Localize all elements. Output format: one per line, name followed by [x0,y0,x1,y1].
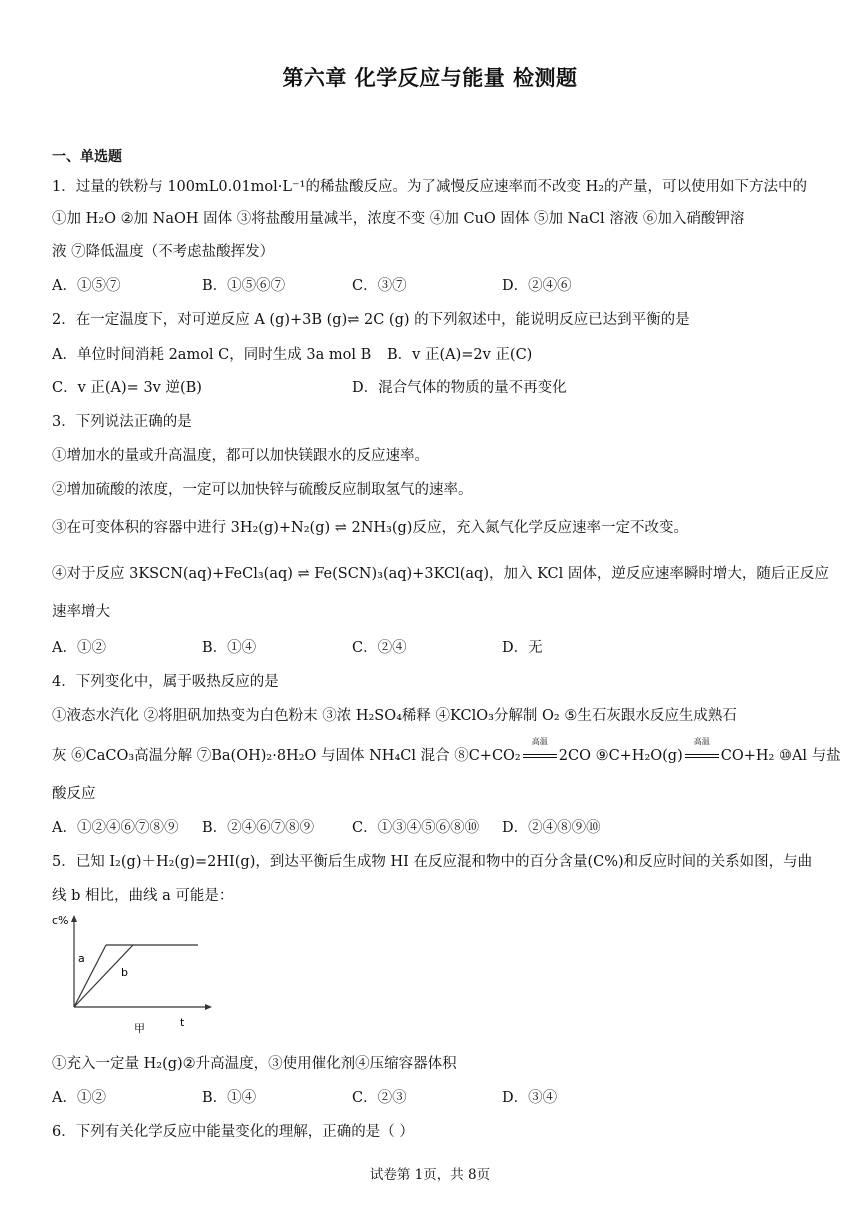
q3-statement-3: ③在可变体积的容器中进行 3H₂(g)+N₂(g) ⇌ 2NH₃(g)反应，充入氮气化学反应速率一定不改变。 [52,520,688,536]
curve-a-label: a [78,952,85,965]
q3-statement-4-cont: 速率增大 [52,604,110,620]
q2-option-c[interactable]: C．v 正(A)= 3v 逆(B) [52,380,202,396]
q5-stem: 5．已知 I₂(g)＋H₂(g)=2HI(g)，到达平衡后生成物 HI 在反应混和物中的百分含量(C%)和反应时间的关系如图，与曲 [52,854,813,870]
q2-option-b[interactable]: B．v 正(A)=2v 正(C) [387,347,533,363]
page-footer: 试卷第 1页，共 8页 [369,1167,491,1183]
q4-line2 [52,737,841,765]
q3-statement-2: ②增加硫酸的浓度，一定可以加快锌与硫酸反应制取氢气的速率。 [52,482,473,498]
q4-arrow-1 [521,737,559,764]
graph-y-arrow [71,915,77,922]
q5-option-b[interactable]: B．①④ [202,1090,257,1106]
q1-stem: 1．过量的铁粉与 100mL0.01mol·L⁻¹的稀盐酸反应。为了减慢反应速率而不改变 H₂的产量，可以使用如下方法中的 [52,179,808,195]
q1-line2: ①加 H₂O ②加 NaOH 固体 ③将盐酸用量减半，浓度不变 ④加 CuO 固体 ⑤加 NaCl 溶液 ⑥加入硝酸钾溶 [52,211,745,227]
graph-caption: 甲 [134,1022,145,1035]
q4-line1: ①液态水汽化 ②将胆矾加热变为白色粉末 ③浓 H₂SO₄稀释 ④KClO₃分解制 O₂ ⑤生石灰跟水反应生成熟石 [52,708,737,724]
section-heading: 一、单选题 [52,149,122,165]
graph-ylabel: c% [52,914,69,927]
q3-option-a[interactable]: A．①② [52,640,106,656]
q2-stem: 2．在一定温度下，对可逆反应 A (g)+3B (g)⇌ 2C (g) 的下列叙述中，能说明反应已达到平衡的是 [52,312,690,328]
q5-option-d[interactable]: D．③④ [502,1090,558,1106]
q3-option-b[interactable]: B．①④ [202,640,257,656]
q4-option-a[interactable]: A．①②④⑥⑦⑧⑨ [52,820,179,836]
q4-cond-2: 高温 [693,737,710,746]
q3-statement-4: ④对于反应 3KSCN(aq)+FeCl₃(aq) ⇌ Fe(SCN)₃(aq)+3KCl(aq)，加入 KCl 固体，逆反应速率瞬时增大，随后正反应 [52,566,829,582]
q3-option-d[interactable]: D．无 [502,640,543,656]
graph-xlabel: t [180,1016,185,1029]
q5-stem-cont: 线 b 相比，曲线 a 可能是： [52,888,234,904]
q4-line2-part3: CO+H₂ ⑩Al 与盐 [720,748,841,764]
q1-option-d[interactable]: D．②④⑥ [502,278,572,294]
page-title: 第六章 化学反应与能量 检测题 [282,66,578,90]
q4-line3: 酸反应 [52,786,96,802]
q3-stem: 3．下列说法正确的是 [52,414,192,430]
q4-line2-part1: 灰 ⑥CaCO₃高温分解 ⑦Ba(OH)₂·8H₂O 与固体 NH₄Cl 混合 ⑧C+CO₂ [52,748,521,764]
q4-option-d[interactable]: D．②④⑧⑨⑩ [502,820,601,836]
q1-option-a[interactable]: A．①⑤⑦ [52,278,121,294]
q4-option-c[interactable]: C．①③④⑤⑥⑧⑩ [352,820,480,836]
q2-option-d[interactable]: D．混合气体的物质的量不再变化 [352,380,567,396]
q4-stem: 4．下列变化中，属于吸热反应的是 [52,674,279,690]
graph-x-arrow [205,1004,212,1010]
q1-option-b[interactable]: B．①⑤⑥⑦ [202,278,286,294]
q5-option-c[interactable]: C．②③ [352,1090,407,1106]
q5-option-a[interactable]: A．①② [52,1090,106,1106]
q1-line3: 液 ⑦降低温度（不考虑盐酸挥发） [52,244,275,260]
q4-cond-1: 高温 [531,737,548,746]
q4-option-b[interactable]: B．②④⑥⑦⑧⑨ [202,820,315,836]
q5-graph [48,910,218,1040]
q3-option-c[interactable]: C．②④ [352,640,407,656]
q5-list: ①充入一定量 H₂(g)②升高温度，③使用催化剂④压缩容器体积 [52,1056,457,1072]
q4-arrow-2 [683,737,721,764]
q3-statement-1: ①增加水的量或升高温度，都可以加快镁跟水的反应速率。 [52,448,429,464]
curve-b-label: b [121,966,128,979]
q6-stem: 6．下列有关化学反应中能量变化的理解，正确的是（ ） [52,1124,414,1140]
q2-option-a[interactable]: A．单位时间消耗 2amol C，同时生成 3a mol B [52,347,372,363]
q1-option-c[interactable]: C．③⑦ [352,278,407,294]
q4-line2-part2: 2CO ⑨C+H₂O(g) [558,748,683,764]
